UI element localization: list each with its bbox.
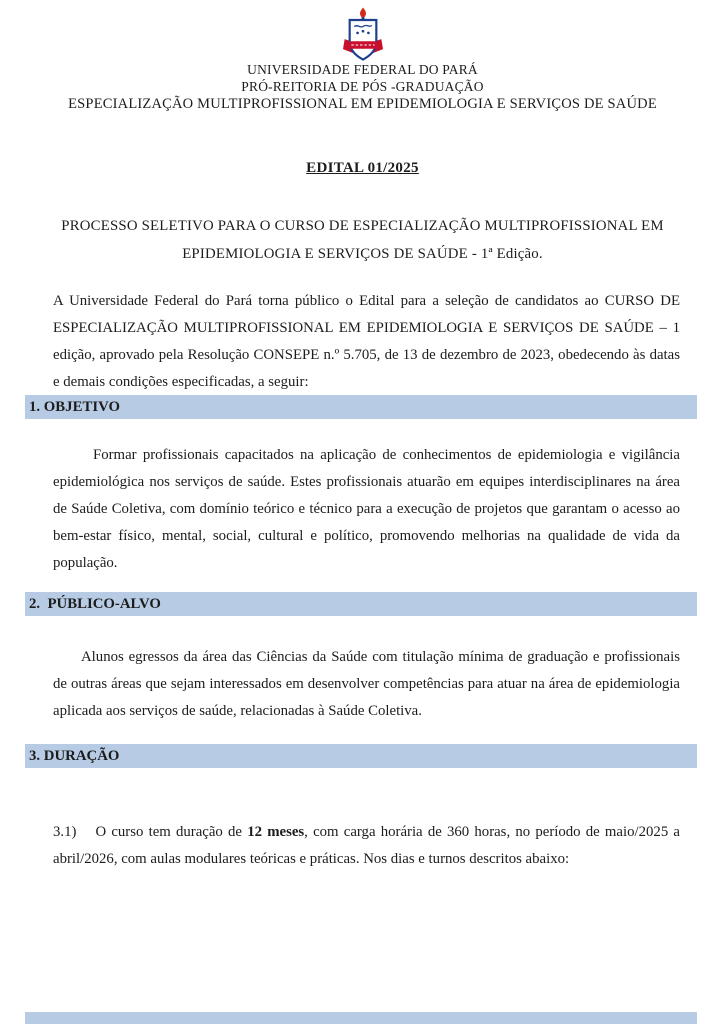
objetivo-paragraph: Formar profissionais capacitados na aplicação de conhecimentos de epidemiologia e vigilância epidemiológica nos serviços de saúde. Estes profissionais atuarão em equipes interdisciplinares na área de Saúde Coletiva, com domínio teórico e técnico para a execução de projetos que garantam o acesso ao bem-estar físico, mental, social, cultural e político, promovendo melhorias na qualidade de vida da população. bbox=[53, 447, 680, 571]
department-name: PRÓ-REITORIA DE PÓS -GRADUAÇÃO bbox=[241, 79, 484, 94]
university-name: UNIVERSIDADE FEDERAL DO PARÁ bbox=[247, 62, 478, 77]
section-heading-objetivo: 1. OBJETIVO bbox=[25, 395, 697, 419]
duracao-text-prefix: O curso tem duração de bbox=[95, 824, 248, 840]
duracao-text-bold: 12 meses bbox=[247, 824, 305, 840]
edital-title: EDITAL 01/2025 bbox=[306, 160, 419, 176]
publico-alvo-paragraph: Alunos egressos da área das Ciências da Saúde com titulação mínima de graduação e profissionais de outras áreas que sejam interessados em desenvolver competências para atuar na área de epidemiologia aplicada aos serviços de saúde, relacionadas à Saúde Coletiva. bbox=[53, 649, 680, 719]
ufpa-crest-icon bbox=[338, 7, 388, 63]
intro-paragraph: A Universidade Federal do Pará torna público o Edital para a seleção de candidatos ao CURSO DE ESPECIALIZAÇÃO MULTIPROFISSIONAL EM EPIDEMIOLOGIA E SERVIÇOS DE SAÚDE – 1 edição, aprovado pela Resolução CONSEPE n.º 5.705, de 13 de dezembro de 2023, obedecendo às datas e demais condições especificadas, a seguir: bbox=[53, 293, 680, 390]
section-heading-duracao: 3. DURAÇÃO bbox=[25, 744, 697, 768]
duracao-text-suffix: , com carga horária de 360 horas, no período de maio/2025 a abril/2026, com aulas modulares teóricas e práticas. Nos dias e turnos descritos abaixo: bbox=[53, 824, 680, 867]
section-heading-partial-bottom bbox=[25, 1012, 697, 1024]
process-title-line2: EPIDEMIOLOGIA E SERVIÇOS DE SAÚDE - 1ª Edição. bbox=[182, 246, 543, 262]
duracao-item-paragraph bbox=[53, 819, 680, 873]
process-title-line1: PROCESSO SELETIVO PARA O CURSO DE ESPECIALIZAÇÃO MULTIPROFISSIONAL EM bbox=[61, 218, 664, 234]
process-title bbox=[0, 212, 725, 268]
section-heading-publico-alvo: 2. PÚBLICO-ALVO bbox=[25, 592, 697, 616]
program-name: ESPECIALIZAÇÃO MULTIPROFISSIONAL EM EPIDEMIOLOGIA E SERVIÇOS DE SAÚDE bbox=[68, 96, 657, 112]
item-number: 3.1) bbox=[53, 824, 77, 840]
